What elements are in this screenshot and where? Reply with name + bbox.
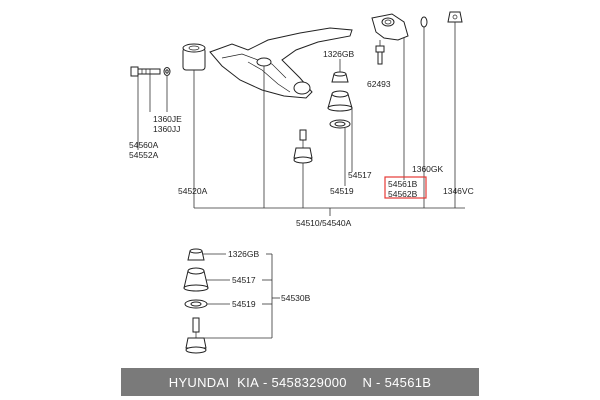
label-54562b: 54562B <box>388 189 418 199</box>
ring-54519-bottom <box>185 300 207 308</box>
label-1360jj: 1360JJ <box>153 124 181 134</box>
label-54552a: 54552A <box>129 150 159 160</box>
label-54530b: 54530B <box>281 293 311 303</box>
bushing-54552a <box>183 44 205 70</box>
catalog-number-text: 54561B <box>384 374 432 390</box>
label-54517-bottom: 54517 <box>232 275 256 285</box>
label-54510-54540a: 54510/54540A <box>296 218 352 228</box>
ball-joint-upper <box>294 130 312 163</box>
part-number-text: 5458329000 <box>271 374 347 390</box>
lower-control-arm-54510 <box>210 28 352 98</box>
bolt-54560a <box>131 67 160 76</box>
washer-1360gk <box>421 17 427 27</box>
ball-joint-bottom <box>186 318 206 353</box>
label-1360je: 1360JE <box>153 114 182 124</box>
label-54517-top: 54517 <box>348 170 372 180</box>
dust-boot-54517-bottom <box>184 268 208 291</box>
label-1346vc: 1346VC <box>443 186 474 196</box>
n-label-text: N - <box>346 374 385 390</box>
washer-1360je <box>164 68 170 76</box>
nut-1346vc <box>448 12 462 22</box>
label-62493: 62493 <box>367 79 391 89</box>
ring-54519 <box>330 120 350 128</box>
label-1326gb-bottom: 1326GB <box>228 249 260 259</box>
nut-1326gb <box>332 72 348 82</box>
label-54519-top: 54519 <box>330 186 354 196</box>
nut-1326gb-bottom <box>188 249 204 260</box>
brand-text: HYUNDAI KIA <box>168 374 260 390</box>
part-number-banner <box>121 368 479 396</box>
bracket-54561b <box>372 14 408 40</box>
leader-lines-bottom <box>203 254 280 338</box>
label-54519-bottom: 54519 <box>232 299 256 309</box>
label-54560a: 54560A <box>129 140 159 150</box>
label-54561b: 54561B <box>388 179 418 189</box>
label-1326gb-top: 1326GB <box>323 49 355 59</box>
label-1360gk: 1360GK <box>412 164 444 174</box>
bolt-62493 <box>376 46 384 64</box>
label-54520a: 54520A <box>178 186 208 196</box>
dust-boot-54517 <box>328 91 352 111</box>
dash-text: - <box>259 374 272 390</box>
